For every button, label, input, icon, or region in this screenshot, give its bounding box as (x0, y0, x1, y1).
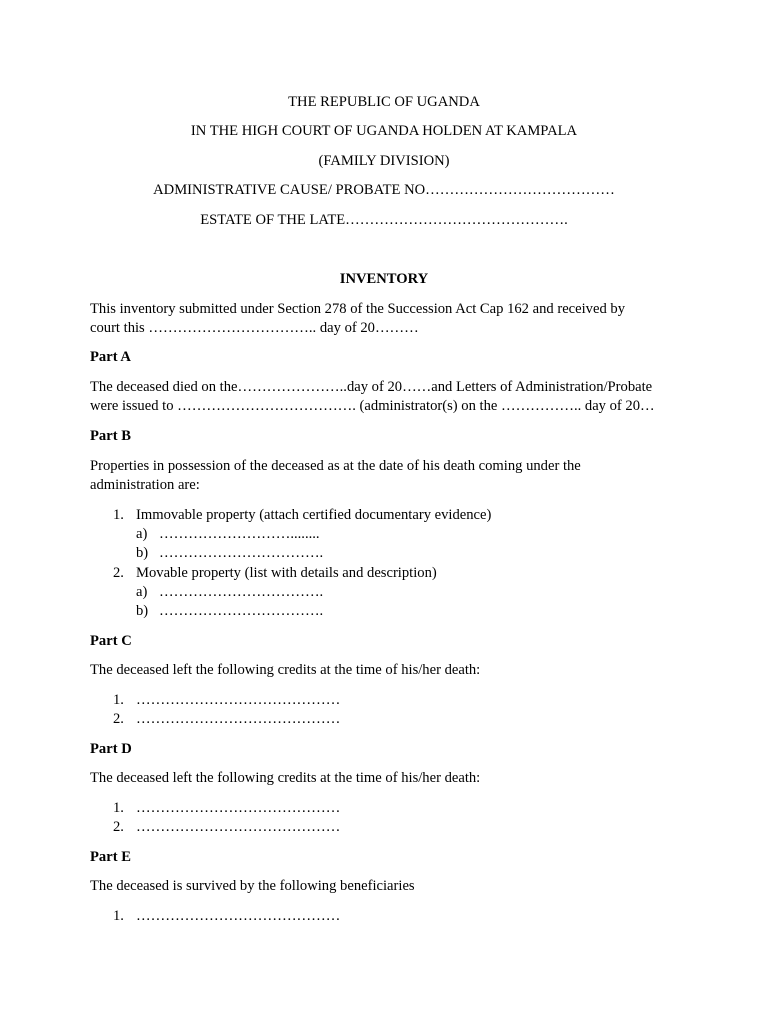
intro-line-1: This inventory submitted under Section 278 of the Succession Act Cap 162 and received by (90, 301, 625, 317)
list-item-label: Movable property (list with details and description) (136, 565, 437, 581)
list-item-blank: …………………………………… (136, 800, 341, 816)
list-item-label: Immovable property (attach certified documentary evidence) (136, 507, 492, 523)
sub-item-blank: ……………………………. (159, 545, 324, 561)
part-b-heading: Part B (90, 428, 131, 444)
sub-item-letter: a) (136, 526, 148, 542)
part-d-text: The deceased left the following credits at the time of his/her death: (90, 770, 481, 786)
list-item-blank: …………………………………… (136, 908, 341, 924)
list-item-blank: …………………………………… (136, 711, 341, 727)
part-d-heading: Part D (90, 741, 132, 757)
sub-item-blank: ……………………………. (159, 584, 324, 600)
part-b-line-1: Properties in possession of the deceased as at the date of his death coming under the (90, 458, 581, 474)
part-e-text: The deceased is survived by the following beneficiaries (90, 878, 415, 894)
list-item-blank: …………………………………… (136, 819, 341, 835)
header-estate: ESTATE OF THE LATE………………………………………. (200, 212, 568, 228)
part-a-line-2: were issued to ………………………………. (administrator(s) on the …………….. day of 20… (90, 398, 655, 414)
list-item-number: 2. (113, 565, 124, 581)
sub-item-blank: ………………………........ (159, 526, 320, 542)
part-b-line-2: administration are: (90, 477, 200, 493)
list-item-number: 1. (113, 692, 124, 708)
list-item-blank: …………………………………… (136, 692, 341, 708)
list-item-number: 2. (113, 711, 124, 727)
part-a-line-1: The deceased died on the…………………..day of 20……and Letters of Administration/Probate (90, 379, 653, 395)
header-republic: THE REPUBLIC OF UGANDA (288, 94, 480, 110)
part-c-heading: Part C (90, 633, 132, 649)
list-item-number: 1. (113, 507, 124, 523)
document-title: INVENTORY (339, 271, 429, 287)
list-item-number: 2. (113, 819, 124, 835)
part-a-heading: Part A (90, 349, 131, 365)
intro-line-2: court this …………………………….. day of 20……… (90, 320, 419, 336)
sub-item-letter: b) (136, 603, 149, 619)
part-c-text: The deceased left the following credits at the time of his/her death: (90, 662, 481, 678)
header-court: IN THE HIGH COURT OF UGANDA HOLDEN AT KAMPALA (190, 123, 578, 139)
list-item-number: 1. (113, 908, 124, 924)
list-item-number: 1. (113, 800, 124, 816)
header-cause: ADMINISTRATIVE CAUSE/ PROBATE NO………………………………… (153, 182, 615, 198)
sub-item-letter: a) (136, 584, 148, 600)
part-e-heading: Part E (90, 849, 131, 865)
sub-item-letter: b) (136, 545, 149, 561)
header-division: (FAMILY DIVISION) (318, 153, 450, 169)
sub-item-blank: ……………………………. (159, 603, 324, 619)
